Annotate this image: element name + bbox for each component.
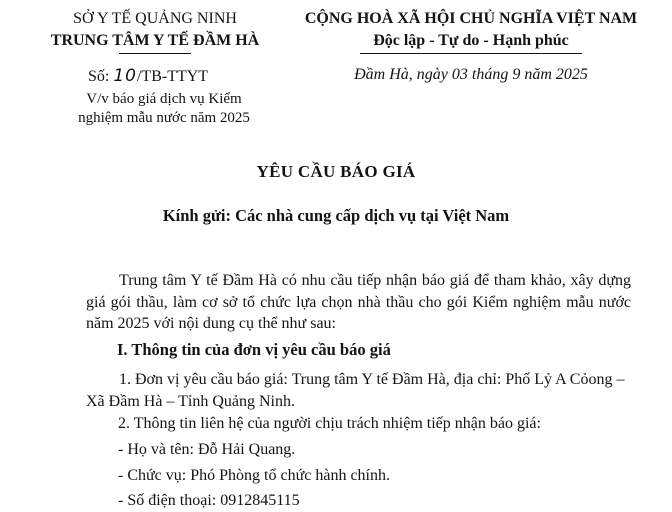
center-name: TRUNG TÂM Y TẾ ĐẦM HÀ xyxy=(50,32,260,49)
place-date: Đầm Hà, ngày 03 tháng 9 năm 2025 xyxy=(354,66,588,83)
document-title: YÊU CẦU BÁO GIÁ xyxy=(256,162,416,181)
intro-text: Trung tâm Y tế Đầm Hà có nhu cầu tiếp nhận báo giá để tham khảo, xây dựng giá gói thầu, làm cơ sở tổ chức lựa chọn nhà thầu cho gói Kiểm nghiệm mẫu nước năm 2025 với nội dung cụ thể như sau: xyxy=(86,272,631,332)
section-1-heading: I. Thông tin của đơn vị yêu cầu báo giá xyxy=(117,340,391,359)
recipient: Kính gửi: Các nhà cung cấp dịch vụ tại Việt Nam xyxy=(162,206,510,225)
doc-subject: V/v báo giá dịch vụ Kiểm nghiệm mẫu nước năm 2025 xyxy=(78,91,250,126)
section-1-item-2: 2. Thông tin liên hệ của người chịu trách nhiệm tiếp nhận báo giá: xyxy=(118,415,541,432)
doc-number xyxy=(88,66,208,86)
doc-number-prefix: Số: xyxy=(88,68,110,85)
ministry-name: SỞ Y TẾ QUẢNG NINH xyxy=(73,10,237,27)
left-underline xyxy=(119,53,191,54)
motto: Độc lập - Tự do - Hạnh phúc xyxy=(373,32,569,49)
right-underline xyxy=(360,53,582,54)
header-left xyxy=(40,8,270,54)
section-1-item-1 xyxy=(86,369,631,412)
doc-number-handwritten: 10 xyxy=(113,66,137,86)
header-right xyxy=(276,8,666,54)
contact-phone: - Số điện thoại: 0912845115 xyxy=(118,492,300,509)
doc-number-suffix: /TB-TTYT xyxy=(136,68,209,85)
item-1-text: 1. Đơn vị yêu cầu báo giá: Trung tâm Y tế Đầm Hà, địa chỉ: Phố Lỷ A Cỏong – Xã Đầm Hà – Tỉnh Quảng Ninh. xyxy=(86,371,625,410)
contact-name: - Họ và tên: Đỗ Hải Quang. xyxy=(118,441,296,458)
nation-name: CỘNG HOÀ XÃ HỘI CHỦ NGHĨA VIỆT NAM xyxy=(304,10,638,27)
intro-paragraph xyxy=(86,270,631,335)
contact-position: - Chức vụ: Phó Phòng tổ chức hành chính. xyxy=(118,467,390,484)
